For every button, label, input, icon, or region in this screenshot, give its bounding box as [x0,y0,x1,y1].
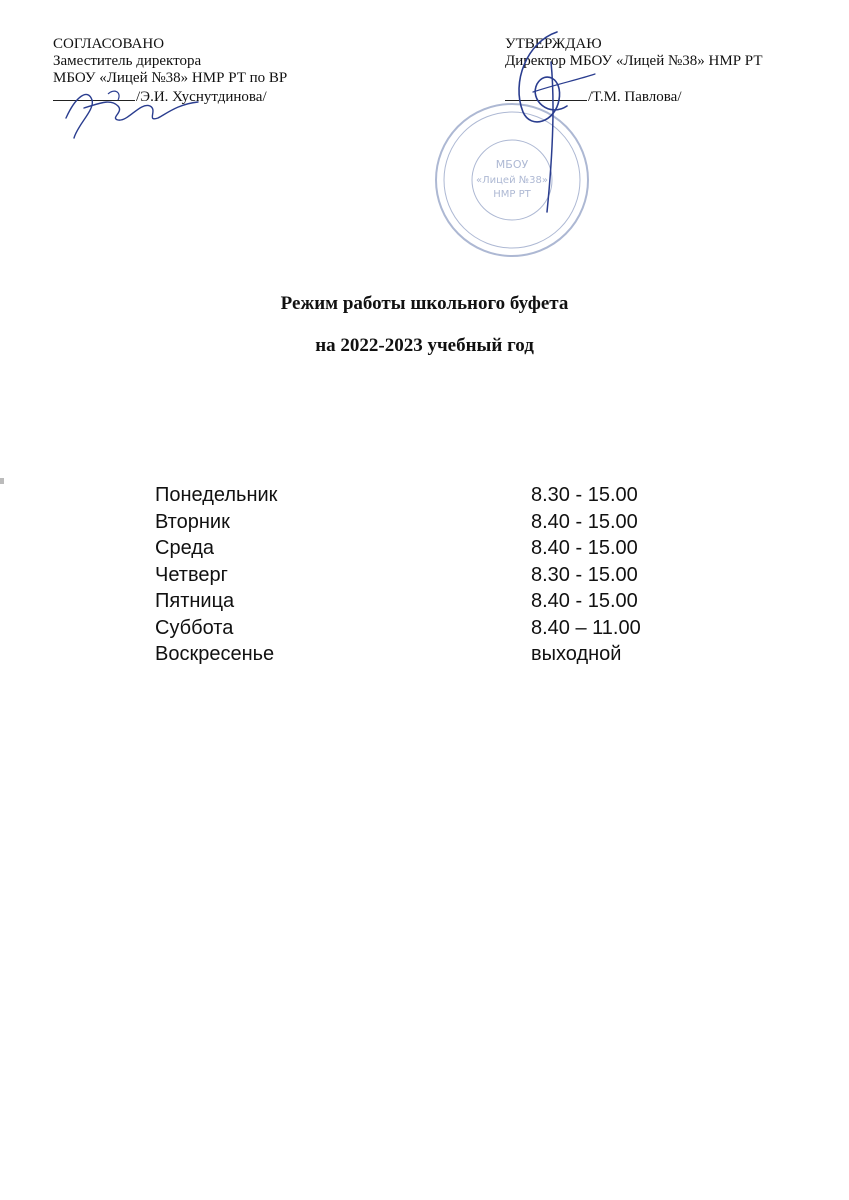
document-title: Режим работы школьного буфета [280,293,569,314]
approval-heading: СОГЛАСОВАНО [53,36,165,52]
schedule-row [155,482,675,509]
approval-position: Заместитель директора [53,53,202,69]
schedule-hours: 8.40 - 15.00 [531,590,638,612]
handwritten-signature-left [48,78,208,144]
approval-signatory: /Э.И. Хуснутдинова/ [136,89,267,105]
schedule-hours: 8.30 - 15.00 [531,484,638,506]
schedule-day: Понедельник [155,484,278,506]
schedule-row [155,641,675,668]
stamp-text-line3: НМР РТ [493,189,531,200]
schedule-hours: 8.40 – 11.00 [531,616,641,639]
schedule-row [155,562,675,589]
schedule-day: Пятница [155,590,235,612]
approval-signatory: /Т.М. Павлова/ [588,89,682,105]
scan-artifact [0,478,4,484]
schedule-hours: выходной [531,643,622,665]
schedule-table [155,482,675,668]
handwritten-signature-right [497,22,607,222]
schedule-row [155,509,675,536]
stamp-text-line2: «Лицей №38» [475,175,549,186]
schedule-day: Воскресенье [155,643,275,665]
schedule-day: Среда [155,537,215,559]
schedule-row [155,588,675,615]
schedule-day: Суббота [155,616,234,639]
document-subtitle: на 2022-2023 учебный год [315,335,534,356]
stamp-text-line1: МБОУ [495,158,529,171]
approval-heading: УТВЕРЖДАЮ [505,36,602,52]
schedule-hours: 8.40 - 15.00 [531,537,638,559]
schedule-hours: 8.30 - 15.00 [531,563,638,586]
schedule-day: Вторник [155,510,230,533]
schedule-row [155,615,675,642]
schedule-day: Четверг [155,563,228,586]
approval-organization: МБОУ «Лицей №38» НМР РТ по ВР [53,70,288,86]
approval-position: Директор МБОУ «Лицей №38» НМР РТ [505,53,763,69]
schedule-row [155,535,675,562]
schedule-hours: 8.40 - 15.00 [531,510,638,533]
